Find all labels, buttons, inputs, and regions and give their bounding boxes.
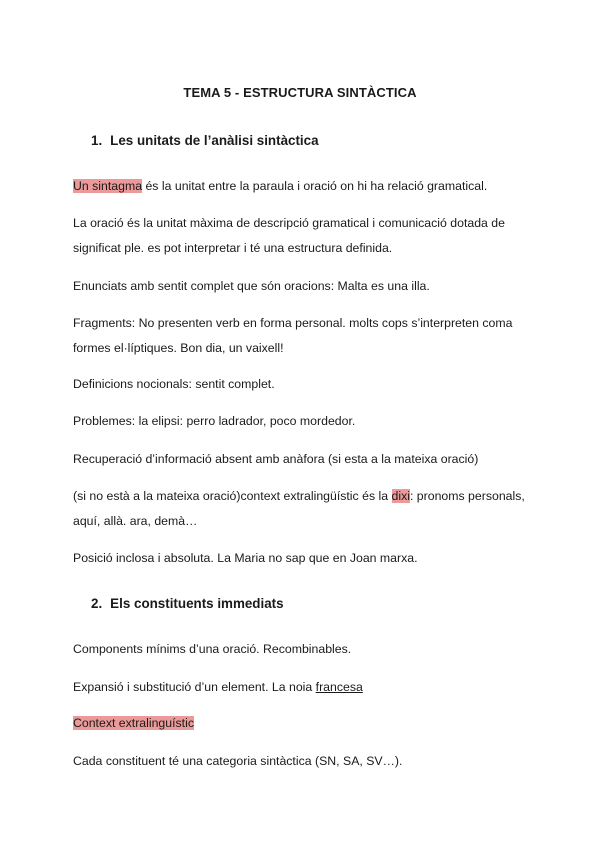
paragraph-line: significat ple. es pot interpretar i té una estructura definida. xyxy=(73,241,393,255)
paragraph-text: és la unitat entre la paraula i oració on hi ha relació gramatical. xyxy=(142,179,488,193)
paragraph-9: Posició inclosa i absoluta. La Maria no sap que en Joan marxa. xyxy=(73,551,418,565)
highlighted-term: Context extralinguístic xyxy=(73,716,194,730)
section-number: 2. xyxy=(91,596,103,611)
section-heading-1 xyxy=(91,133,319,148)
highlighted-term: Un sintagma xyxy=(73,179,143,193)
paragraph-8 xyxy=(73,484,533,534)
paragraph-3: Enunciats amb sentit complet que són oracions: Malta es una illa. xyxy=(73,279,430,293)
document-title: TEMA 5 - ESTRUCTURA SINTÀCTICA xyxy=(183,85,417,100)
paragraph-12 xyxy=(73,711,533,736)
underlined-term: francesa xyxy=(315,680,363,694)
section-heading-2 xyxy=(91,596,284,611)
paragraph-5: Definicions nocionals: sentit complet. xyxy=(73,377,275,391)
paragraph-4 xyxy=(73,311,533,361)
section-title: Les unitats de l’anàlisi sintàctica xyxy=(110,133,319,148)
paragraph-1 xyxy=(73,174,533,199)
paragraph-line: La oració és la unitat màxima de descripció gramatical i comunicació dotada de xyxy=(73,216,505,230)
paragraph-text: : pronoms personals, xyxy=(409,489,525,503)
paragraph-13: Cada constituent té una categoria sintàctica (SN, SA, SV…). xyxy=(73,754,403,768)
paragraph-7: Recuperació d’informació absent amb anàfora (si esta a la mateixa oració) xyxy=(73,452,479,466)
paragraph-11 xyxy=(73,675,533,700)
section-number: 1. xyxy=(91,133,103,148)
paragraph-6: Problemes: la elipsi: perro ladrador, poco mordedor. xyxy=(73,414,356,428)
paragraph-10: Components mínims d’una oració. Recombinables. xyxy=(73,642,352,656)
paragraph-text: Expansió i substitució d’un element. La noia xyxy=(73,680,316,694)
paragraph-text: (si no està a la mateixa oració)context extralingüístic és la xyxy=(73,489,392,503)
paragraph-line: Fragments: No presenten verb en forma personal. molts cops s’interpreten coma xyxy=(73,316,513,330)
highlighted-term: dixi xyxy=(391,489,410,503)
paragraph-2 xyxy=(73,211,533,261)
section-title: Els constituents immediats xyxy=(110,596,284,611)
paragraph-line: formes el·líptiques. Bon dia, un vaixell! xyxy=(73,341,284,355)
paragraph-line: aquí, allà. ara, demà… xyxy=(73,514,198,528)
